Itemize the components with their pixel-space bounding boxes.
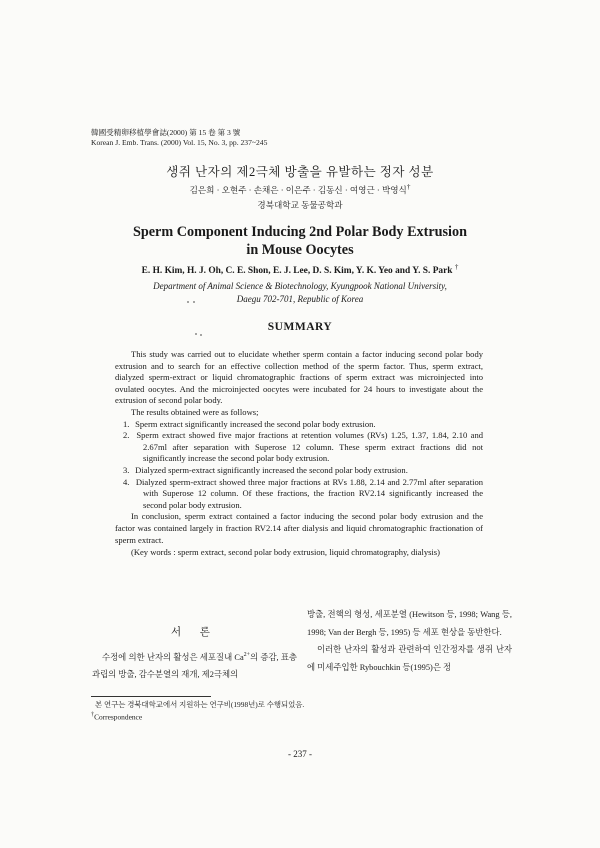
correspondence-footnote	[91, 710, 304, 722]
introduction-text-a: 수정에 의한 난자의 활성은 세포질내 Ca	[102, 652, 244, 662]
result-item	[123, 464, 483, 477]
funding-footnote: 본 연구는 경북대학교에서 지원하는 연구비(1998년)로 수행되었음.	[95, 700, 305, 709]
body-left-column	[92, 612, 297, 684]
introduction-text-b: 의 증감, 표층과립의 방출, 감수분열의 재개, 제2극체의	[92, 652, 298, 680]
journal-info	[91, 128, 267, 148]
english-authors-dagger: †	[454, 263, 459, 271]
abstract-conclusion: In conclusion, sperm extract contained a factor inducing the second polar body extrusion and the factor was contained largely in fraction RV2.14 after dialysis and liquid chromatographic fractionation of sperm extract.	[115, 511, 483, 545]
correspondence-dagger: †	[91, 712, 95, 718]
abstract-results-lead: The results obtained were as follows;	[131, 406, 259, 417]
correspondence-text: Correspondence	[94, 712, 143, 722]
scan-speck	[193, 301, 195, 303]
body-right-column	[307, 606, 512, 676]
result-text: Dialyzed sperm-extract showed three major fractions at RVs 1.88, 2.14 and 2.77ml after separation with Superose 12 column. Of these fractions, the fraction RV2.14 significantly increased the second polar body extrusion.	[135, 476, 483, 510]
keywords: (Key words : sperm extract, second polar body extrusion, liquid chromatography, dialysis)	[131, 547, 440, 558]
footnote-divider	[91, 696, 211, 697]
abstract	[115, 349, 483, 559]
abstract-paragraph-intro: This study was carried out to elucidate whether sperm contain a factor inducing second polar body extrusion and to search for an effective collection method of the sperm factor. Thus, sperm extract, dialyzed sperm-extract or liquid chromatographic fractions of sperm extract was microinjected into ovulated oocytes. And the microinjected oocytes were incubated for 24 hours to investigate about the extrusion of second polar body.	[115, 349, 483, 406]
result-text: Dialyzed sperm-extract significantly increased the second polar body extrusion.	[135, 464, 408, 475]
english-title-line2: in Mouse Oocytes	[246, 242, 354, 258]
right-paragraph-new: 이러한 난자의 활성과 관련하여 인간정자를 생쥐 난자에 미세주입한 Rybouchkin 등(1995)은 정	[307, 645, 512, 672]
korean-authors	[0, 183, 600, 196]
introduction-heading: 서 론	[171, 627, 218, 638]
summary-heading: SUMMARY	[267, 321, 333, 333]
english-authors	[0, 263, 600, 276]
korean-authors-names: 김은희 · 오현주 · 손채은 · 이은주 · 김동신 · 여영근 · 박영식	[189, 184, 407, 195]
english-title-line1: Sperm Component Inducing 2nd Polar Body Extrusion	[132, 224, 467, 240]
result-text: Sperm extract showed five major fractions at retention volumes (RVs) 1.25, 1.37, 1.84, 2.10 and 2.67ml after separation with Superose 12 column. These sperm extract fractions did not significantly increase the second polar body extrusion.	[136, 430, 484, 464]
result-number: 1.	[123, 418, 130, 429]
scan-speck	[195, 333, 197, 335]
result-item	[123, 418, 483, 431]
result-text: Sperm extract significantly increased the second polar body extrusion.	[135, 418, 376, 429]
result-item	[123, 430, 484, 465]
result-number: 2.	[123, 430, 130, 441]
english-department	[0, 280, 600, 306]
english-department-line1: Department of Animal Science & Biotechnology, Kyungpook National University,	[153, 281, 447, 291]
footnotes	[91, 699, 304, 722]
calcium-charge: 2+	[243, 652, 251, 658]
page-number: - 237 -	[288, 749, 312, 759]
korean-department: 경북대학교 동물공학과	[257, 200, 343, 210]
results-list	[115, 419, 483, 512]
result-item	[123, 476, 483, 512]
journal-line-english: Korean J. Emb. Trans. (2000) Vol. 15, No. 3, pp. 237~245	[91, 138, 268, 147]
english-authors-names: E. H. Kim, H. J. Oh, C. E. Shon, E. J. Lee, D. S. Kim, Y. K. Yeo and Y. S. Park	[141, 266, 453, 277]
result-number: 3.	[123, 464, 130, 475]
introduction-paragraph	[92, 647, 297, 684]
english-department-line2: Daegu 702-701, Republic of Korea	[236, 294, 364, 304]
right-paragraph-continued: 방출, 전핵의 형성, 세포분열 (Hewitson 등, 1998; Wang 등, 1998; Van der Bergh 등, 1995) 등 세포 현상을 동반한다.	[307, 610, 512, 637]
korean-title: 생쥐 난자의 제2극체 방출을 유발하는 정자 성분	[166, 165, 434, 179]
korean-authors-dagger: †	[406, 183, 411, 191]
scan-speck	[187, 301, 189, 303]
journal-line-korean: 韓國受精卵移植學會誌(2000) 第 15 卷 第 3 號	[91, 128, 241, 137]
introduction-text	[92, 647, 297, 684]
english-title	[0, 223, 600, 259]
scan-speck	[200, 334, 202, 336]
result-number: 4.	[123, 476, 130, 487]
